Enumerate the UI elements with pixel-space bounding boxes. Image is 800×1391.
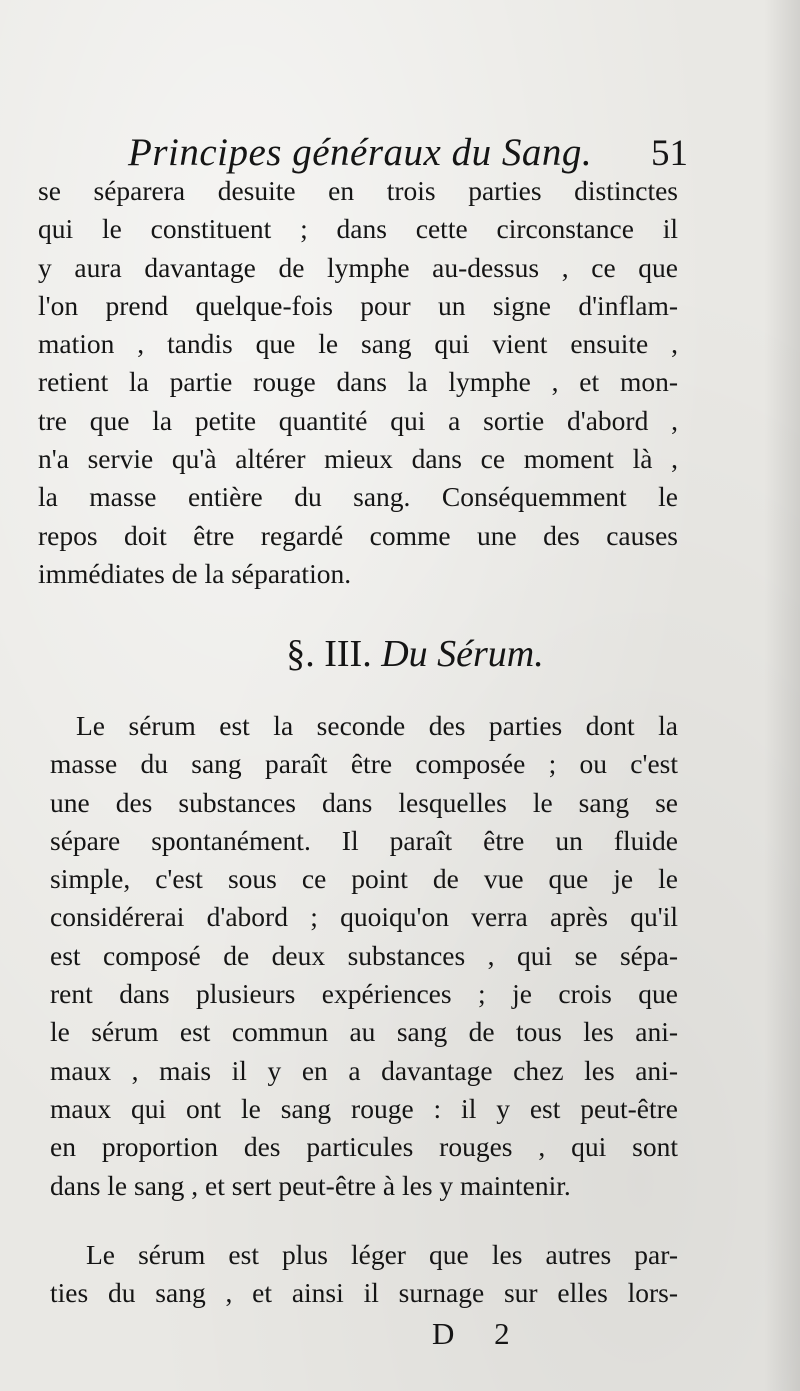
text-line: tre que la petite quantité qui a sortie d'abord , xyxy=(38,404,678,436)
text-line: simple, c'est sous ce point de vue que je le xyxy=(50,863,678,895)
section-heading xyxy=(0,632,800,676)
text-line: en proportion des particules rouges , qui sont xyxy=(50,1131,678,1163)
page-number: 51 xyxy=(651,133,688,174)
section-title: Du Sérum. xyxy=(381,633,544,675)
text-line: rent dans plusieurs expériences ; je crois que xyxy=(50,978,678,1010)
page-header xyxy=(128,122,688,178)
text-line: une des substances dans lesquelles le sang se xyxy=(50,786,678,818)
text-line: sépare spontanément. Il paraît être un fluide xyxy=(50,824,678,856)
text-line: n'a servie qu'à altérer mieux dans ce moment là , xyxy=(38,443,678,475)
paragraph-serum xyxy=(50,707,678,1205)
text-line: maux , mais il y en a davantage chez les ani- xyxy=(50,1054,678,1086)
text-line: Le sérum est la seconde des parties dont la xyxy=(76,710,678,741)
running-title: Principes généraux du Sang. xyxy=(128,131,593,174)
text-line: le sérum est commun au sang de tous les ani- xyxy=(50,1016,678,1048)
text-line: ties du sang , et ainsi il surnage sur elles lors- xyxy=(50,1277,678,1309)
text-line: repos doit être regardé comme une des causes xyxy=(38,519,678,551)
signature-mark: D 2 xyxy=(432,1316,526,1351)
text-line: qui le constituent ; dans cette circonstance il xyxy=(38,213,678,245)
section-number: §. III. xyxy=(286,633,372,675)
text-line: y aura davantage de lymphe au-dessus , ce que xyxy=(38,251,678,283)
text-line: se séparera desuite en trois parties distinctes xyxy=(38,175,678,206)
text-line: retient la partie rouge dans la lymphe , et mon- xyxy=(38,366,678,398)
text-line: dans le sang , et sert peut-être à les y maintenir. xyxy=(50,1169,571,1201)
paragraph-continued xyxy=(38,172,678,593)
text-line: est composé de deux substances , qui se sépa- xyxy=(50,939,678,971)
text-line: considérerai d'abord ; quoiqu'on verra après qu'il xyxy=(50,901,678,933)
text-line: maux qui ont le sang rouge : il y est peut-être xyxy=(50,1092,678,1124)
paragraph-serum-weight xyxy=(50,1236,678,1313)
text-line: Le sérum est plus léger que les autres par- xyxy=(86,1239,678,1270)
text-line: masse du sang paraît être composée ; ou c'est xyxy=(50,748,678,780)
page-edge-shadow xyxy=(764,0,800,1391)
text-line: la masse entière du sang. Conséquemment le xyxy=(38,481,678,513)
text-line: mation , tandis que le sang qui vient ensuite , xyxy=(38,328,678,360)
text-line: immédiates de la séparation. xyxy=(38,557,352,589)
text-line: l'on prend quelque-fois pour un signe d'inflam- xyxy=(38,289,678,321)
